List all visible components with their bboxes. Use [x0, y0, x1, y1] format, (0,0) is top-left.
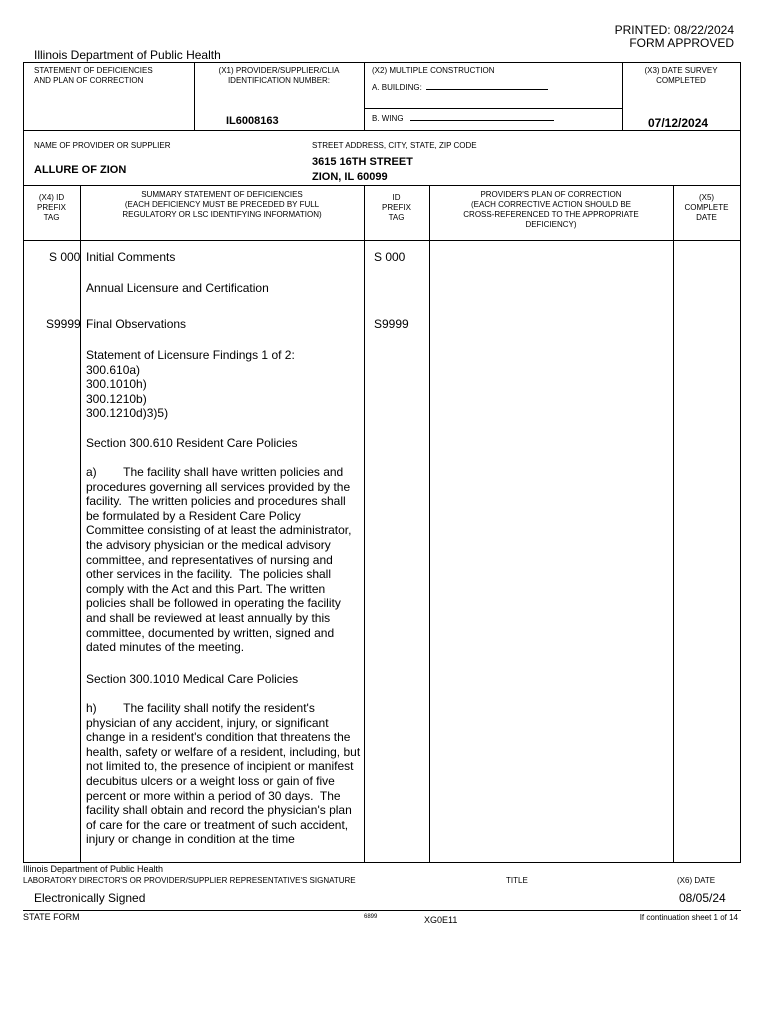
x3-label: (X3) DATE SURVEY COMPLETED [644, 66, 718, 85]
provider-name: ALLURE OF ZION [34, 164, 127, 176]
wing-label: B. WING [372, 114, 404, 123]
electronic-signature: Electronically Signed [34, 891, 146, 905]
signature-label: LABORATORY DIRECTOR'S OR PROVIDER/SUPPLIER REPRESENTATIVE'S SIGNATURE [23, 876, 356, 885]
paragraph-1010h: h) The facility shall notify the resident's physician of any accident, injury, or significant change in a resident's condition that threatens the health, safety or welfare of a resident, including, but not limited to, the presence of incipient or manifest decubitus ulcers or a weight loss or gain of five percent or more within a period of 30 days. The facility shall obtain and record the physician's plan of care for the care or treatment of such accident, injury or change in condition at the time [86, 701, 364, 847]
col-plan-header: PROVIDER'S PLAN OF CORRECTION (EACH CORRECTIVE ACTION SHOULD BE CROSS-REFERENCED TO THE APPROPRIATE DEFICIENCY) [463, 190, 639, 229]
initial-comments: Initial Comments [86, 250, 176, 264]
building-field [426, 89, 548, 90]
final-observations: Final Observations [86, 317, 187, 331]
form-approved: FORM APPROVED [629, 36, 734, 50]
building-label: A. BUILDING: [372, 83, 422, 92]
form-code: 6899 [364, 914, 378, 920]
col-x4-header: (X4) ID PREFIX TAG [37, 193, 66, 222]
section-300-1010: Section 300.1010 Medical Care Policies [86, 672, 299, 686]
licensure-findings: Statement of Licensure Findings 1 of 2: 300.610a) 300.1010h) 300.1210b) 300.1210d)3)5) [86, 348, 295, 421]
x1-label: (X1) PROVIDER/SUPPLIER/CLIA IDENTIFICATION NUMBER: [218, 66, 340, 85]
continuation-sheet: If continuation sheet 1 of 14 [639, 913, 738, 922]
section-300-610: Section 300.610 Resident Care Policies [86, 436, 298, 450]
title-label: TITLE [506, 876, 528, 885]
signature-date: 08/05/24 [679, 891, 726, 905]
tag-s000-right: S 000 [374, 250, 406, 264]
wing-field [410, 120, 554, 121]
tag-s9999: S9999 [46, 317, 81, 331]
provider-name-label: NAME OF PROVIDER OR SUPPLIER [34, 141, 171, 150]
state-form-label: STATE FORM [23, 912, 80, 922]
printed-date: PRINTED: 08/22/2024 [614, 23, 734, 37]
col-summary-header: SUMMARY STATEMENT OF DEFICIENCIES (EACH DEFICIENCY MUST BE PRECEDED BY FULL REGULATORY OR LSC IDENTIFYING INFORMATION) [122, 190, 322, 219]
wing-line [372, 114, 554, 124]
address-label: STREET ADDRESS, CITY, STATE, ZIP CODE [312, 141, 477, 150]
form-id: XG0E11 [424, 915, 458, 925]
x1-value: IL6008163 [226, 115, 279, 127]
col-id-header: ID PREFIX TAG [382, 193, 411, 222]
col-x5-header: (X5) COMPLETE DATE [684, 193, 729, 222]
x6-date-label: (X6) DATE [677, 876, 716, 885]
tag-s9999-right: S9999 [374, 317, 409, 331]
agency-name: Illinois Department of Public Health [34, 48, 221, 62]
address-line1: 3615 16TH STREET [312, 156, 413, 168]
statement-label: STATEMENT OF DEFICIENCIES AND PLAN OF CORRECTION [34, 66, 153, 85]
tag-s000: S 000 [49, 250, 81, 264]
building-line [372, 83, 548, 93]
x2-label: (X2) MULTIPLE CONSTRUCTION [372, 66, 495, 75]
annual-licensure: Annual Licensure and Certification [86, 281, 269, 295]
footer-agency: Illinois Department of Public Health [23, 864, 164, 874]
x3-value: 07/12/2024 [648, 116, 709, 130]
address-line2: ZION, IL 60099 [312, 171, 388, 183]
paragraph-610a: a) The facility shall have written policies and procedures governing all services provided by the facility. The written policies and procedures shall be formulated by a Resident Care Policy Committee consisting of at least the administrator, the advisory physician or the medical advisory committee, and representatives of nursing and other services in the facility. The policies shall comply with the Act and this Part. The written policies shall be followed in operating the facility and shall be reviewed at least annually by this committee, documented by written, signed and dated minutes of the meeting. [86, 465, 355, 655]
